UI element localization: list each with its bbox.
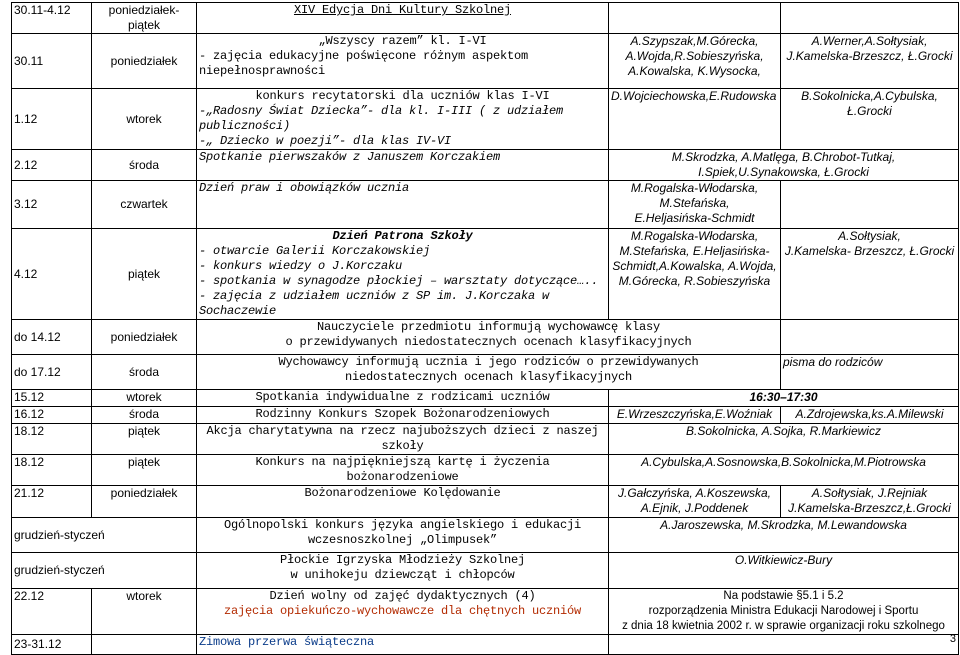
table-row [12, 229, 959, 320]
table-row [12, 390, 959, 407]
note-line: rozporządzenia Ministra Edukacji Narodowej i Sportu [648, 605, 919, 617]
page-number: 3 [949, 633, 956, 645]
resp-line: A.Ejnik, J.Poddenek [640, 501, 749, 515]
table-row [12, 3, 959, 34]
day-cell: poniedziałek [92, 320, 197, 355]
resp-line: A.Kowalska, K.Wysocka, [628, 64, 761, 78]
resp-line: E.Wrzeszczyńska,E.Woźniak [616, 407, 773, 421]
event-cell [197, 150, 609, 181]
event-cell [197, 635, 609, 655]
time-text: 16:30–17:30 [749, 390, 818, 404]
day-cell: wtorek [92, 89, 197, 150]
event-cell [197, 229, 609, 320]
resp-cell [609, 89, 781, 150]
date-cell: grudzień-styczeń [12, 518, 197, 553]
event-line: niedostatecznych ocenach klasyfikacyjnych [344, 370, 633, 384]
event-cell [197, 424, 609, 455]
date-cell: 15.12 [12, 390, 92, 407]
table-row [12, 34, 959, 89]
day-cell: piątek [92, 229, 197, 320]
coord-cell [781, 229, 959, 320]
resp-line: M.Rogalska-Włodarska, [630, 229, 759, 243]
table-row [12, 589, 959, 635]
coord-line: A.Sołtysiak, [838, 229, 901, 243]
resp-cell [609, 229, 781, 320]
resp-line: O.Witkiewicz-Bury [734, 553, 833, 567]
day-cell: wtorek [92, 589, 197, 635]
event-title: XIV Edycja Dni Kultury Szkolnej [293, 3, 512, 17]
table-row [12, 424, 959, 455]
day-cell [92, 635, 197, 655]
event-line: - spotkania w synagodze płockiej – warsztaty dotyczące….. [199, 274, 599, 288]
table-row [12, 320, 959, 355]
resp-cell [609, 150, 959, 181]
coord-cell [781, 34, 959, 89]
coord-line: J.Kamelska-Brzeszcz, Ł.Grocki [786, 49, 953, 63]
table-row [12, 486, 959, 518]
day-cell: środa [92, 150, 197, 181]
resp-line: E.Heljasińska-Schmidt [634, 211, 755, 225]
event-line: wczesnoszkolnej „Olimpusek” [307, 533, 498, 547]
resp-cell [609, 34, 781, 89]
resp-line: J.Gałczyńska, A.Koszewska, [618, 486, 771, 500]
table-row [12, 518, 959, 553]
coord-line: A.Werner,A.Sołtysiak, [811, 34, 928, 48]
date-cell: 16.12 [12, 407, 92, 424]
event-cell [197, 390, 609, 407]
resp-cell [609, 181, 781, 229]
resp-line: A.Cybulska,A.Sosnowska,B.Sokolnicka,M.Piotrowska [641, 455, 926, 469]
event-line: o przewidywanych niedostatecznych ocenach klasyfikacyjnych [285, 335, 692, 349]
day-cell: poniedziałek- piątek [92, 3, 197, 34]
table-row [12, 553, 959, 589]
coord-cell [781, 3, 959, 34]
day-cell: środa [92, 407, 197, 424]
event-line: Dzień wolny od zajęć dydaktycznych (4) [269, 589, 536, 603]
event-cell [197, 455, 609, 486]
event-line: niepełnosprawności [199, 64, 326, 78]
resp-cell [609, 635, 959, 655]
date-cell: 30.11 [12, 34, 92, 89]
date-cell: 18.12 [12, 424, 92, 455]
event-text: Konkurs na najpiękniejszą kartę i życzenia bożonarodzeniowe [255, 455, 550, 484]
event-title: Dzień Patrona Szkoły [332, 229, 473, 243]
date-cell: grudzień-styczeń [12, 553, 197, 589]
event-cell [197, 34, 609, 89]
resp-line: M.Skrodzka, A.Matlęga, B.Chrobot-Tutkaj, [671, 150, 896, 164]
day-cell: czwartek [92, 181, 197, 229]
date-cell: 22.12 [12, 589, 92, 635]
date-cell: 1.12 [12, 89, 92, 150]
note-line: Na podstawie §5.1 i 5.2 [723, 590, 844, 602]
table-row [12, 355, 959, 390]
resp-cell [609, 455, 959, 486]
coord-line: A.Sołtysiak, J.Rejniak [811, 486, 928, 500]
date-cell: do 17.12 [12, 355, 92, 390]
resp-cell [609, 424, 959, 455]
resp-line: I.Spiek,U.Synakowska, Ł.Grocki [698, 165, 869, 179]
resp-cell [609, 407, 781, 424]
event-cell [197, 407, 609, 424]
resp-line: M.Górecka, R.Sobieszyńska [618, 274, 771, 288]
date-cell: 23-31.12 [12, 635, 92, 655]
event-cell [197, 486, 609, 518]
note-cell [609, 589, 959, 635]
resp-line: A.Szypszak,M.Górecka, [630, 34, 759, 48]
event-text: Dzień praw i obowiązków ucznia [199, 181, 410, 195]
event-cell [197, 589, 609, 635]
table-row [12, 407, 959, 424]
date-cell: 4.12 [12, 229, 92, 320]
date-cell: 18.12 [12, 455, 92, 486]
event-cell [197, 181, 609, 229]
coord-line: Ł.Grocki [847, 104, 892, 118]
resp-line: M.Rogalska-Włodarska, [630, 181, 759, 195]
resp-line: B.Sokolnicka, A.Sojka, R.Markiewicz [686, 424, 881, 438]
coord-line: A.Zdrojewska,ks.A.Milewski [795, 407, 944, 421]
coord-line: J.Kamelska- Brzeszcz, Ł.Grocki [784, 244, 955, 258]
event-cell [197, 3, 609, 34]
table-row [12, 150, 959, 181]
event-line: Płockie Igrzyska Młodzieży Szkolnej [279, 553, 526, 567]
event-text: Spotkanie pierwszaków z Januszem Korczakiem [199, 150, 501, 164]
resp-cell [609, 3, 781, 34]
resp-line: Schmidt,A.Kowalska, A.Wojda, [612, 259, 777, 273]
event-line: Nauczyciele przedmiotu informują wychowawcę klasy [316, 320, 661, 334]
event-line: - otwarcie Galerii Korczakowskiej [199, 244, 431, 258]
day-cell: poniedziałek [92, 34, 197, 89]
note-text: pisma do rodziców [783, 355, 883, 369]
event-cell [197, 320, 781, 355]
event-line: Wychowawcy informują ucznia i jego rodziców o przewidywanych [278, 355, 699, 369]
event-cell [197, 518, 609, 553]
event-line: „Wszyscy razem” kl. I-VI [318, 34, 487, 48]
day-cell: poniedziałek [92, 486, 197, 518]
resp-line: D.Wojciechowska,E.Rudowska [611, 89, 777, 103]
event-line: - zajęcia edukacyjne poświęcone różnym aspektom [199, 49, 529, 63]
event-line: -„Radosny Świat Dziecka”- dla kl. I-III ( z udziałem publiczności) [199, 104, 564, 133]
schedule-table [11, 2, 959, 655]
coord-cell [781, 486, 959, 518]
coord-cell [781, 407, 959, 424]
event-cell [197, 89, 609, 150]
event-text: Spotkania indywidualne z rodzicami uczniów [255, 390, 550, 404]
note-cell [781, 355, 959, 390]
event-line: konkurs recytatorski dla uczniów klas I-VI [255, 89, 550, 103]
note-line: z dnia 18 kwietnia 2002 r. w sprawie organizacji roku szkolnego [622, 620, 945, 632]
event-text: Rodzinny Konkurs Szopek Bożonarodzeniowych [255, 407, 550, 421]
event-line: - konkurs wiedzy o J.Korczaku [199, 259, 403, 273]
date-cell: 21.12 [12, 486, 92, 518]
date-cell: 3.12 [12, 181, 92, 229]
event-text: Bożonarodzeniowe Kolędowanie [304, 486, 501, 500]
resp-line: M.Stefańska, E.Heljasińska- [619, 244, 770, 258]
resp-cell [609, 518, 959, 553]
day-cell: piątek [92, 455, 197, 486]
day-cell: wtorek [92, 390, 197, 407]
coord-cell [781, 320, 959, 355]
date-cell: 30.11-4.12 [12, 3, 92, 34]
coord-line: J.Kamelska-Brzeszcz,Ł.Grocki [788, 501, 951, 515]
date-cell: do 14.12 [12, 320, 92, 355]
resp-line: A.Wojda,R.Sobieszyńska, [625, 49, 764, 63]
resp-cell [609, 486, 781, 518]
coord-cell [781, 181, 959, 229]
event-cell [197, 355, 781, 390]
event-cell [197, 553, 609, 589]
event-line: -„ Dziecko w poezji”- dla klas IV-VI [199, 134, 452, 148]
date-cell: 2.12 [12, 150, 92, 181]
resp-cell [609, 553, 959, 589]
day-cell: piątek [92, 424, 197, 455]
event-line: Ogólnopolski konkurs języka angielskiego i edukacji [223, 518, 582, 532]
table-row [12, 89, 959, 150]
time-cell [609, 390, 959, 407]
resp-line: M.Stefańska, [659, 196, 730, 210]
day-cell: środa [92, 355, 197, 390]
event-line: w unihokeju dziewcząt i chłopców [290, 568, 515, 582]
event-line: - zajęcia z udziałem uczniów z SP im. J.Korczaka w Sochaczewie [199, 289, 550, 318]
coord-cell [781, 89, 959, 150]
table-row [12, 635, 959, 655]
event-line: zajęcia opiekuńczo-wychowawcze dla chętnych uczniów [223, 604, 582, 618]
table-row [12, 455, 959, 486]
table-row [12, 181, 959, 229]
event-text: Akcja charytatywna na rzecz najuboższych dzieci z naszej szkoły [206, 424, 599, 453]
coord-line: B.Sokolnicka,A.Cybulska, [801, 89, 938, 103]
event-text: Zimowa przerwa świąteczna [199, 635, 375, 649]
resp-line: A.Jaroszewska, M.Skrodzka, M.Lewandowska [660, 518, 907, 532]
